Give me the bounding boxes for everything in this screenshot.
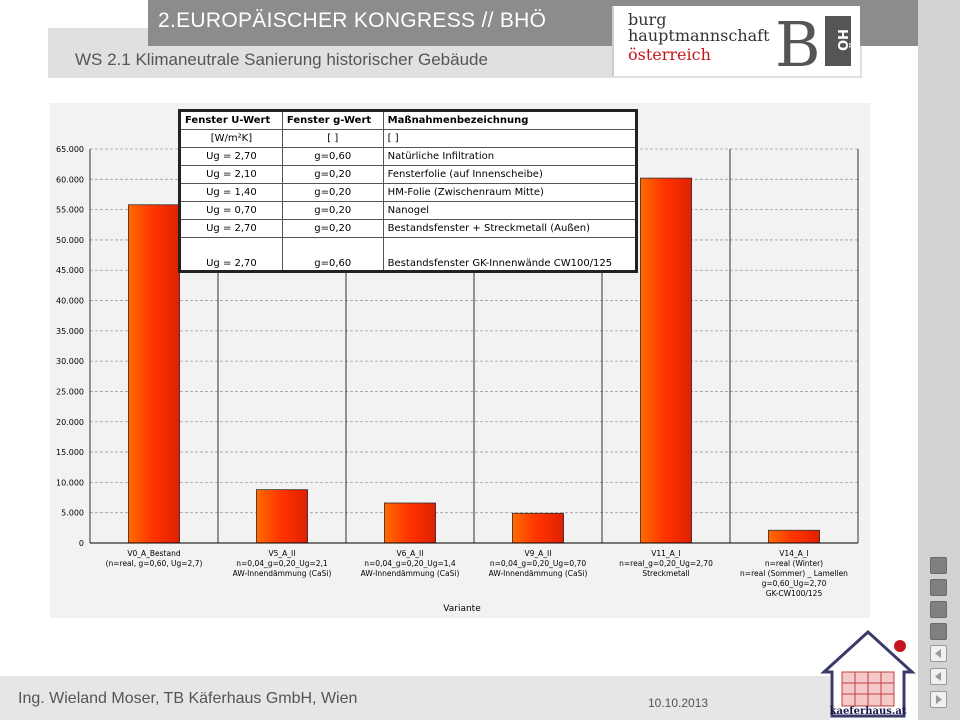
legend-table bbox=[178, 109, 638, 273]
x-tick-label: g=0,60_Ug=2,70 bbox=[761, 579, 827, 588]
legend-table-row: Ug = 0,70 g=0,20 Nanogel bbox=[180, 202, 637, 220]
bar bbox=[512, 513, 563, 543]
nav-square-button[interactable] bbox=[930, 579, 947, 596]
x-tick-label: GK-CW100/125 bbox=[765, 589, 823, 598]
x-tick-label: V0_A_Bestand bbox=[127, 549, 181, 558]
y-tick-label: 60.000 bbox=[56, 175, 84, 185]
x-axis-title: Variante bbox=[443, 604, 481, 614]
x-tick-label: V6_A_II bbox=[396, 549, 424, 558]
slide-title: 2.EUROPÄISCHER KONGRESS // BHÖ bbox=[158, 9, 547, 32]
bar bbox=[128, 205, 179, 543]
y-tick-label: 15.000 bbox=[56, 448, 84, 458]
nav-back-button[interactable] bbox=[930, 645, 947, 662]
bar bbox=[256, 490, 307, 543]
legend-table-row: Ug = 2,70 g=0,60 Bestandsfenster GK-Innenwände CW100/125 bbox=[180, 238, 637, 272]
legend-table-row: Ug = 2,70 g=0,60 Natürliche Infiltration bbox=[180, 148, 637, 166]
triangle-left-icon bbox=[931, 646, 946, 661]
y-tick-label: 25.000 bbox=[56, 387, 84, 397]
y-tick-label: 0 bbox=[78, 539, 84, 548]
x-tick-label: V14_A_I bbox=[779, 549, 809, 558]
legend-unit-u: [W/m²K] bbox=[180, 130, 283, 148]
legend-table-unit-row bbox=[180, 130, 637, 148]
triangle-left-icon bbox=[931, 669, 946, 684]
legend-unit-g: [ ] bbox=[282, 130, 383, 148]
legend-unit-measure: [ ] bbox=[383, 130, 636, 148]
legend-table-row: Ug = 1,40 g=0,20 HM-Folie (Zwischenraum Mitte) bbox=[180, 184, 637, 202]
kaeferhaus-logo bbox=[818, 628, 918, 720]
x-tick-label: AW-Innendämmung (CaSi) bbox=[488, 569, 588, 578]
legend-header-u: Fenster U-Wert bbox=[180, 111, 283, 130]
nav-square-button[interactable] bbox=[930, 623, 947, 640]
x-tick-label: (n=real, g=0,60, Ug=2,7) bbox=[105, 559, 203, 568]
x-tick-label: n=real (Winter) bbox=[764, 559, 824, 568]
y-tick-label: 20.000 bbox=[56, 417, 84, 427]
bhoe-monogram-side: HÖ bbox=[834, 29, 849, 51]
y-tick-label: 30.000 bbox=[56, 357, 84, 367]
x-tick-label: n=real (Sommer) _ Lamellen bbox=[740, 569, 848, 578]
bhoe-logo-line1: burg bbox=[628, 10, 667, 29]
x-tick-label: V5_A_II bbox=[268, 549, 296, 558]
ladybug-icon bbox=[894, 640, 906, 652]
x-tick-label: n=0,04_g=0,20_Ug=1,4 bbox=[364, 559, 456, 568]
x-tick-label: V9_A_II bbox=[524, 549, 552, 558]
x-tick-label: n=0,04_g=0,20_Ug=0,70 bbox=[489, 559, 587, 568]
footer-date: 10.10.2013 bbox=[648, 696, 709, 710]
y-tick-label: 65.000 bbox=[56, 145, 84, 154]
bhoe-logo-line3: österreich bbox=[628, 45, 711, 64]
x-tick-label: n=real_g=0,20_Ug=2,70 bbox=[619, 559, 713, 568]
legend-table-header-row bbox=[180, 111, 637, 130]
legend-header-g: Fenster g-Wert bbox=[282, 111, 383, 130]
legend-table-row: Ug = 2,10 g=0,20 Fensterfolie (auf Innenscheibe) bbox=[180, 166, 637, 184]
y-tick-label: 5.000 bbox=[61, 508, 84, 518]
bar bbox=[640, 178, 691, 543]
x-tick-label: V11_A_I bbox=[651, 549, 681, 558]
bar bbox=[384, 503, 435, 543]
bhoe-monogram-letter: B bbox=[775, 10, 821, 72]
y-tick-label: 40.000 bbox=[56, 296, 84, 306]
nav-back-button[interactable] bbox=[930, 668, 947, 685]
nav-square-button[interactable] bbox=[930, 601, 947, 618]
y-tick-label: 10.000 bbox=[56, 478, 84, 488]
y-tick-label: 45.000 bbox=[56, 266, 84, 276]
legend-header-measure: Maßnahmenbezeichnung bbox=[383, 111, 636, 130]
bar bbox=[768, 530, 819, 543]
footer-author: Ing. Wieland Moser, TB Käferhaus GmbH, Wien bbox=[18, 690, 358, 707]
y-tick-label: 50.000 bbox=[56, 235, 84, 245]
y-tick-label: 35.000 bbox=[56, 326, 84, 336]
x-tick-label: n=0,04_g=0,20_Ug=2,1 bbox=[236, 559, 328, 568]
bhoe-logo-line2: hauptmannschaft bbox=[628, 26, 770, 45]
kaeferhaus-logo-text: kaeferhaus.at bbox=[829, 706, 907, 717]
y-tick-label: 55.000 bbox=[56, 205, 84, 215]
nav-square-button[interactable] bbox=[930, 557, 947, 574]
x-tick-label: AW-Innendämmung (CaSi) bbox=[360, 569, 460, 578]
legend-table-row: Ug = 2,70 g=0,20 Bestandsfenster + Streckmetall (Außen) bbox=[180, 220, 637, 238]
x-tick-label: AW-Innendämmung (CaSi) bbox=[232, 569, 332, 578]
x-tick-label: Streckmetall bbox=[642, 569, 690, 578]
slide-subtitle: WS 2.1 Klimaneutrale Sanierung historischer Gebäude bbox=[75, 50, 488, 69]
nav-forward-button[interactable] bbox=[930, 691, 947, 708]
triangle-right-icon bbox=[931, 692, 946, 707]
